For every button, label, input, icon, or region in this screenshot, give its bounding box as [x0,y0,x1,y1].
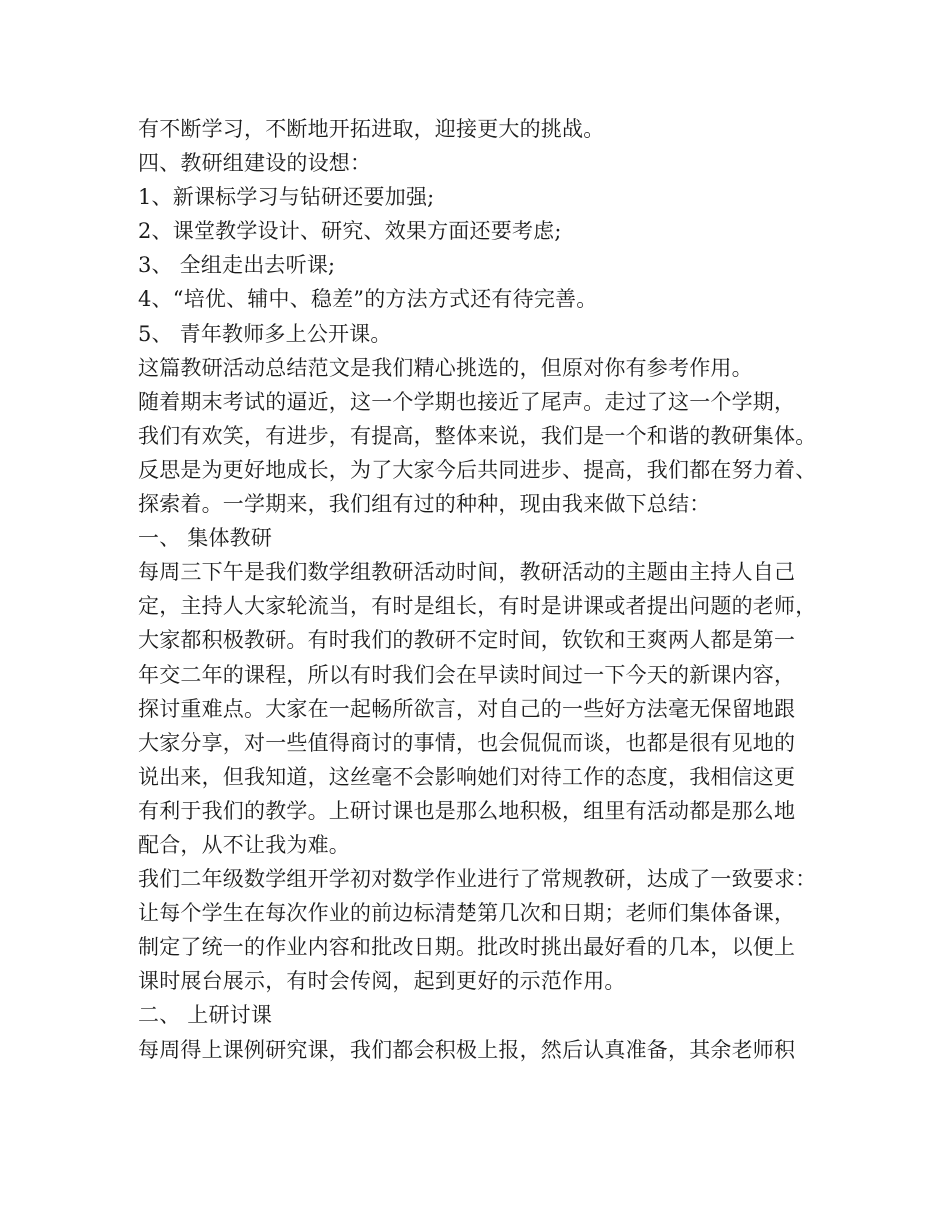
text-line: 我们有欢笑，有进步，有提高，整体来说，我们是一个和谐的教研集体。 [138,423,817,448]
text-line: 有利于我们的教学。上研讨课也是那么地积极，组里有活动都是那么地 [138,798,796,823]
text-line: 说出来，但我知道，这丝毫不会影响她们对待工作的态度，我相信这更 [138,764,796,789]
text-line: 我们二年级数学组开学初对数学作业进行了常规教研，达成了一致要求： [138,867,817,892]
text-line: 配合，从不让我为难。 [138,832,350,857]
text-line: 有不断学习，不断地开拓进取，迎接更大的挑战。 [138,117,605,141]
section-heading: 二、 上研讨课 [138,1003,273,1028]
text-line: 课时展台展示，有时会传阅，起到更好的示范作用。 [138,969,626,994]
text-line: 年交二年的课程，所以有时我们会在早读时间过一下今天的新课内容， [138,662,796,687]
text-line: 这篇教研活动总结范文是我们精心挑选的，但原对你有参考作用。 [138,355,753,380]
text-line: 反思是为更好地成长，为了大家今后共同进步、提高，我们都在努力着、 [138,457,817,482]
section-heading: 一、 集体教研 [138,526,273,551]
text-line: 让每个学生在每次作业的前边标清楚第几次和日期；老师们集体备课， [138,901,796,926]
text-line: 每周三下午是我们数学组教研活动时间，教研活动的主题由主持人自己 [138,560,796,585]
text-line: 制定了统一的作业内容和批改日期。批改时挑出最好看的几本，以便上 [138,935,796,960]
list-item: 5、 青年教师多上公开课。 [138,321,392,346]
text-line: 随着期末考试的逼近，这一个学期也接近了尾声。走过了这一个学期， [138,389,796,414]
text-line: 大家都积极教研。有时我们的教研不定时间，钦钦和王爽两人都是第一 [138,628,796,653]
list-item: 3、 全组走出去听课; [138,253,336,278]
text-line: 每周得上课例研究课，我们都会积极上报，然后认真准备，其余老师积 [138,1037,796,1062]
list-item: 4、“培优、辅中、稳差”的方法方式还有待完善。 [138,287,598,312]
document-body [138,112,838,1067]
section-heading: 四、教研组建设的设想： [138,151,372,176]
list-item: 2、课堂教学设计、研究、效果方面还要考虑; [138,219,562,244]
list-item: 1、新课标学习与钻研还要加强; [138,185,435,210]
text-line: 大家分享，对一些值得商讨的事情，也会侃侃而谈，也都是很有见地的 [138,730,796,755]
text-line: 探索着。一学期来，我们组有过的种种，现由我来做下总结： [138,492,711,517]
text-line: 定，主持人大家轮流当，有时是组长，有时是讲课或者提出问题的老师， [138,594,817,619]
text-line: 探讨重难点。大家在一起畅所欲言，对自己的一些好方法毫无保留地跟 [138,696,796,721]
